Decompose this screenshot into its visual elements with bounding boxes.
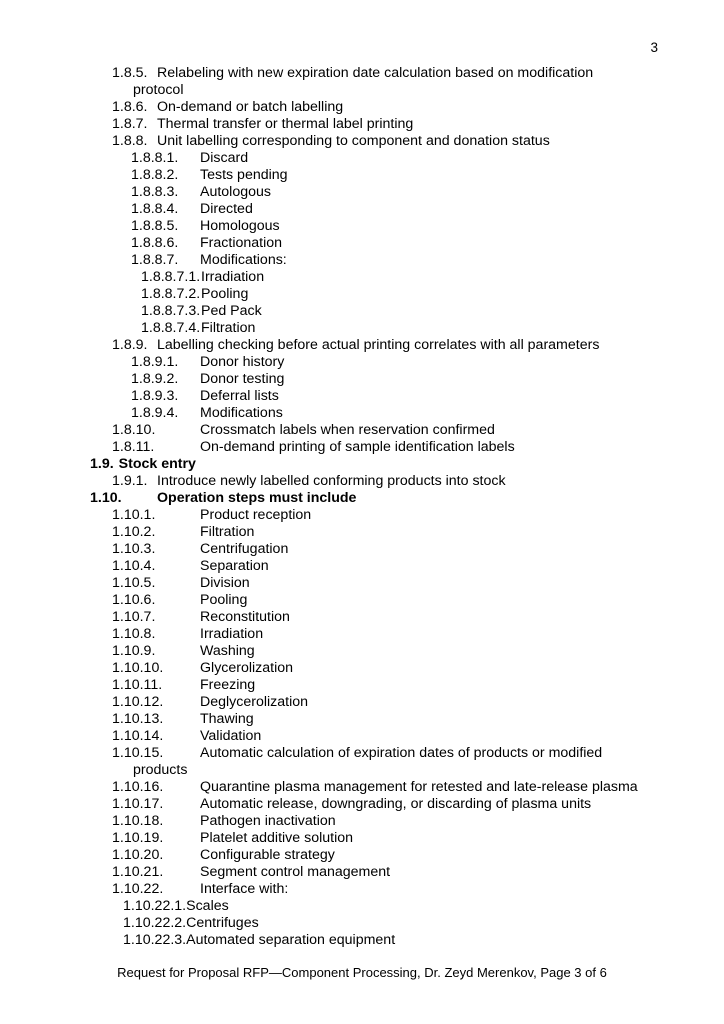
item-number: 1.10.18. [112,813,164,829]
item-number: 1.8.9.2. [131,371,179,387]
outline-item [112,541,724,558]
item-text: Introduce newly labelled conforming products into stock [157,473,506,489]
outline-item [112,847,724,864]
item-number: 1.10.9. [112,643,156,659]
outline-item [112,779,724,796]
item-number: 1.10.21. [112,864,164,880]
item-number: 1.8.7. [112,116,148,132]
item-text: Centrifuges [186,915,259,931]
item-number: 1.8.8.7.4. [141,320,201,336]
item-text: On-demand or batch labelling [157,99,344,115]
item-text: Labelling checking before actual printing correlates with all parameters [157,337,600,353]
item-number: 1.8.8.7. [131,252,179,268]
item-number: 1.8.8.4. [131,201,179,217]
item-text: Scales [186,898,229,914]
item-text: Crossmatch labels when reservation confirmed [200,422,495,438]
outline-item [112,473,724,490]
outline-item [123,915,724,932]
outline-item [131,405,724,422]
item-text: Platelet additive solution [200,830,354,846]
outline-item [112,626,724,643]
outline-item [141,269,724,286]
outline-item [131,388,724,405]
outline-item [112,660,724,677]
item-number: 1.10.22.1. [123,898,187,914]
item-number: 1.8.8.7.2. [141,286,201,302]
item-number: 1.10.15. [112,745,164,761]
item-number: 1.8.8.7.3. [141,303,201,319]
item-text: Pathogen inactivation [200,813,336,829]
item-number: 1.10.22. [112,881,164,897]
outline-item [112,796,724,813]
item-number: 1.10.20. [112,847,164,863]
outline-item [112,422,724,439]
item-text: Validation [200,728,262,744]
page-footer: Request for Proposal RFP—Component Processing, Dr. Zeyd Merenkov, Page 3 of 6 [117,965,607,980]
item-number: 1.10.4. [112,558,156,574]
item-number: 1.10.1. [112,507,156,523]
outline-item [131,252,724,269]
item-number: 1.8.8.3. [131,184,179,200]
item-text: Automatic release, downgrading, or discarding of plasma units [200,796,592,812]
item-text: Segment control management [200,864,391,880]
item-text: Irradiation [201,269,265,285]
item-number: 1.10.8. [112,626,156,642]
outline-item [112,575,724,592]
item-text: Interface with: [200,881,289,897]
item-number: 1.10. [90,490,122,506]
item-text: Product reception [200,507,312,523]
outline-item [112,830,724,847]
page-number: 3 [650,40,658,55]
outline-item [112,337,724,354]
item-number: 1.10.16. [112,779,164,795]
item-text: Fractionation [200,235,283,251]
item-text: Deferral lists [200,388,279,404]
outline-item [90,456,724,473]
item-text: Modifications [200,405,283,421]
item-number: 1.10.2. [112,524,156,540]
item-text: Autologous [200,184,271,200]
item-text: Tests pending [200,167,288,183]
item-number: 1.8.11. [112,439,155,455]
item-number: 1.8.8.7.1. [141,269,201,285]
outline-item [112,881,724,898]
item-number: 1.10.12. [112,694,164,710]
outline-item [131,167,724,184]
item-number: 1.10.17. [112,796,164,812]
item-text: Relabeling with new expiration date calculation based on modification [157,65,594,81]
item-number: 1.8.8.6. [131,235,179,251]
outline-item [141,320,724,337]
item-text: Unit labelling corresponding to component and donation status [157,133,550,149]
item-number: 1.10.7. [112,609,156,625]
outline-item [112,133,724,150]
outline-item [131,218,724,235]
item-number: 1.10.13. [112,711,164,727]
item-text: Stock entry [118,456,196,472]
outline-item [112,609,724,626]
outline-item [112,507,724,524]
outline-item [131,184,724,201]
item-number: 1.8.9. [112,337,148,353]
item-number: 1.10.6. [112,592,156,608]
outline-item [112,65,724,82]
item-text: Deglycerolization [200,694,309,710]
outline-item [131,235,724,252]
outline-item [112,439,724,456]
item-text: Washing [200,643,255,659]
item-number: 1.10.22.3. [123,932,187,948]
outline-item [112,99,724,116]
item-number: 1.10.22.2. [123,915,187,931]
item-text: Glycerolization [200,660,294,676]
item-text: Ped Pack [201,303,262,319]
item-number: 1.10.5. [112,575,156,591]
outline-item [112,592,724,609]
item-text: Modifications: [200,252,287,268]
outline-item [131,201,724,218]
item-text: Automatic calculation of expiration dates of products or modified [200,745,603,761]
item-text: Separation [200,558,269,574]
item-text: Automated separation equipment [186,932,396,948]
outline-item [112,864,724,881]
item-number: 1.8.9.4. [131,405,179,421]
outline-item [112,116,724,133]
outline-item [141,286,724,303]
outline-item [141,303,724,320]
item-number: 1.8.10. [112,422,156,438]
item-number: 1.9. [90,456,114,472]
outline-item-continuation: products [133,762,188,778]
outline-item [90,490,724,507]
item-number: 1.8.8.5. [131,218,179,234]
item-number: 1.8.5. [112,65,148,81]
outline-item [112,745,724,762]
outline-item [112,558,724,575]
item-text: Donor history [200,354,285,370]
item-text: Quarantine plasma management for retested and late-release plasma [200,779,638,795]
item-text: Thermal transfer or thermal label printing [157,116,414,132]
item-text: Discard [200,150,249,166]
item-number: 1.10.11. [112,677,163,693]
outline-item [112,813,724,830]
item-text: Reconstitution [200,609,290,625]
item-number: 1.9.1. [112,473,148,489]
item-text: Division [200,575,250,591]
item-text: Homologous [200,218,280,234]
item-number: 1.8.8.1. [131,150,179,166]
item-text: Thawing [200,711,254,727]
outline-item [131,354,724,371]
item-number: 1.10.10. [112,660,164,676]
item-number: 1.8.9.1. [131,354,179,370]
item-text: Freezing [200,677,256,693]
item-text: Filtration [201,320,256,336]
outline-item [112,643,724,660]
outline-item [112,711,724,728]
item-text: Centrifugation [200,541,289,557]
item-text: Directed [200,201,253,217]
outline-item [112,694,724,711]
item-text: Pooling [201,286,249,302]
outline-item [112,728,724,745]
item-number: 1.10.19. [112,830,164,846]
outline-item [123,898,724,915]
item-text: Filtration [200,524,255,540]
item-text: Operation steps must include [157,490,357,506]
item-number: 1.8.8. [112,133,148,149]
outline-item [112,524,724,541]
item-text: On-demand printing of sample identification labels [200,439,515,455]
outline-item [112,677,724,694]
item-text: Donor testing [200,371,285,387]
outline-item [123,932,724,949]
item-number: 1.10.3. [112,541,156,557]
outline-list [0,65,724,949]
item-number: 1.8.6. [112,99,148,115]
item-number: 1.8.8.2. [131,167,179,183]
item-number: 1.10.14. [112,728,164,744]
outline-item [131,150,724,167]
item-text: Pooling [200,592,248,608]
item-text: Irradiation [200,626,264,642]
item-number: 1.8.9.3. [131,388,179,404]
outline-item [131,371,724,388]
item-text: Configurable strategy [200,847,335,863]
outline-item-continuation: protocol [133,82,184,98]
